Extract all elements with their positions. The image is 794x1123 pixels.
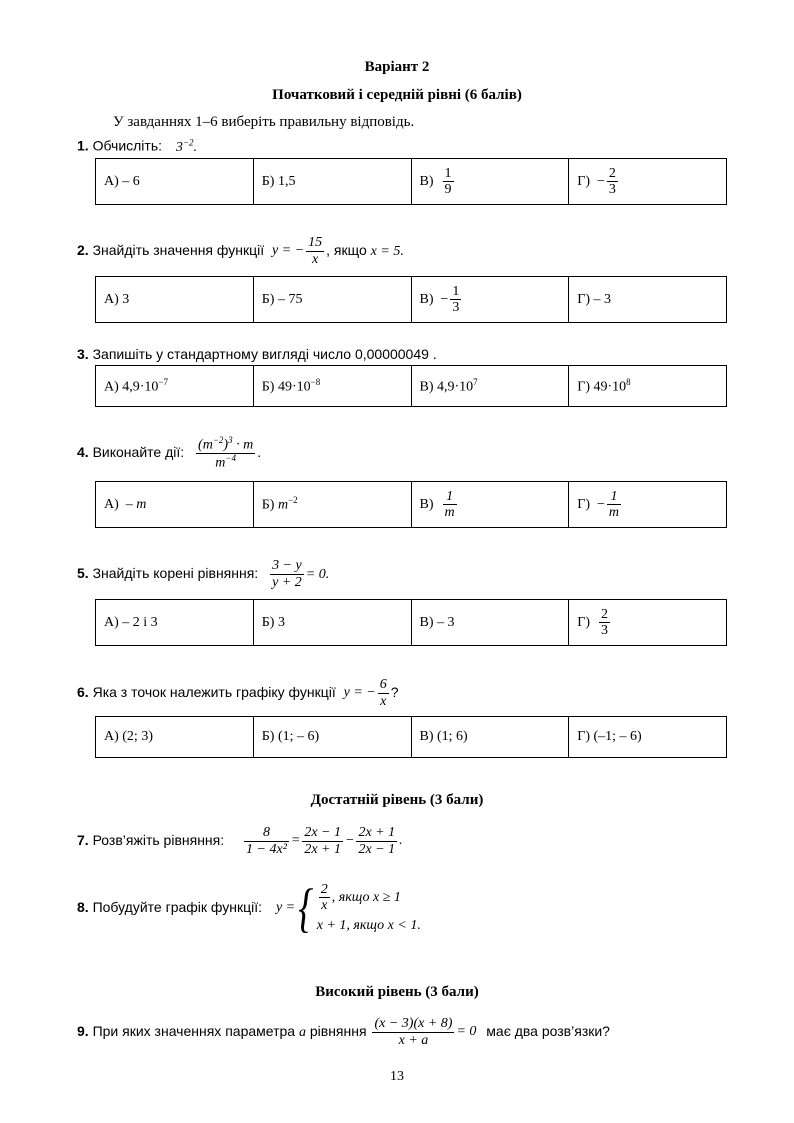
equation: $\frac{(x - 3)(x + 8)}{x + a}$ = 0 bbox=[374, 1016, 477, 1048]
question-text: Побудуйте графік функції: bbox=[92, 899, 263, 915]
answers-table-q6 bbox=[95, 716, 727, 758]
question-expr: $3^{-2}$. bbox=[175, 137, 197, 155]
answer-b[interactable]: Б) $m^{-2}$ bbox=[253, 482, 411, 528]
answer-c[interactable]: В) $\frac{1}{m}$ bbox=[411, 482, 569, 528]
answer-c[interactable]: В) − $\frac{1}{3}$ bbox=[411, 277, 569, 323]
answer-c[interactable]: В) – 3 bbox=[411, 600, 569, 646]
answer-a[interactable]: А) – 2 і 3 bbox=[96, 600, 254, 646]
answers-table-q4 bbox=[95, 481, 727, 528]
answer-d[interactable]: Г) (–1; – 6) bbox=[569, 717, 727, 758]
question-number: 8. bbox=[77, 899, 89, 915]
answer-b[interactable]: Б) 3 bbox=[253, 600, 411, 646]
answers-table-q1 bbox=[95, 158, 727, 205]
question-text: При яких значеннях параметра bbox=[92, 1023, 296, 1039]
question-number: 6. bbox=[77, 684, 89, 700]
question-text: Запишіть у стандартному вигляді число 0,00000049 . bbox=[92, 346, 437, 362]
answer-d[interactable]: Г) − $\frac{1}{m}$ bbox=[569, 482, 727, 528]
page-number: 13 bbox=[390, 1069, 404, 1084]
question-8 bbox=[77, 877, 421, 938]
variant-title: Варіант 2 bbox=[364, 59, 430, 75]
answer-d[interactable]: Г) $\frac{2}{3}$ bbox=[569, 600, 727, 646]
answers-table-q3 bbox=[95, 365, 727, 407]
answer-a[interactable]: А) – 6 bbox=[96, 159, 254, 205]
answer-b[interactable]: Б) (1; – 6) bbox=[253, 717, 411, 758]
function-expr: y = − $\frac{15}{x}$ bbox=[272, 235, 323, 267]
level-2-heading: Достатній рівень (3 бали) bbox=[310, 792, 484, 808]
question-7 bbox=[77, 818, 403, 863]
answer-a[interactable]: А) (2; 3) bbox=[96, 717, 254, 758]
question-text: Виконайте дії: bbox=[92, 444, 185, 460]
answer-a[interactable]: А) 3 bbox=[96, 277, 254, 323]
answer-a[interactable]: А) $4,9\cdot 10^{-7}$ bbox=[96, 366, 254, 407]
question-2: 2. Знайдіть значення функції y = − $\frac{15}{x}$ , якщо x = 5. bbox=[77, 230, 404, 272]
question-9: 9. При яких значеннях параметра a рівняння $\frac{(x - 3)(x + 8)}{x + a}$ = 0 має два розв’язки? bbox=[77, 1008, 610, 1056]
question-number: 5. bbox=[77, 565, 89, 581]
answer-b[interactable]: Б) – 75 bbox=[253, 277, 411, 323]
question-6: 6. Яка з точок належить графіку функції y = − $\frac{6}{x}$ ? bbox=[77, 672, 399, 713]
answer-c[interactable]: В) $4,9\cdot 10^7$ bbox=[411, 366, 569, 407]
answer-d[interactable]: Г) – 3 bbox=[569, 277, 727, 323]
question-number: 3. bbox=[77, 346, 89, 362]
answers-table-q5 bbox=[95, 599, 727, 646]
answers-table-q2 bbox=[95, 276, 727, 323]
question-text: Знайдіть корені рівняння: bbox=[92, 565, 259, 581]
instruction-text: У завданнях 1–6 виберіть правильну відповідь. bbox=[113, 114, 415, 130]
brace-icon: { bbox=[298, 878, 314, 939]
answer-c[interactable]: В) $\frac{1}{9}$ bbox=[411, 159, 569, 205]
level-3-heading: Високий рівень (3 бали) bbox=[315, 984, 479, 1000]
question-text: Обчисліть: bbox=[92, 137, 163, 154]
answer-b[interactable]: Б) 1,5 bbox=[253, 159, 411, 205]
answer-a[interactable]: А) – m bbox=[96, 482, 254, 528]
question-number: 9. bbox=[77, 1023, 89, 1039]
question-number: 7. bbox=[77, 832, 89, 848]
question-text: Розв’яжіть рівняння: bbox=[92, 832, 225, 848]
question-3 bbox=[77, 346, 437, 362]
answer-d[interactable]: Г) − $\frac{2}{3}$ bbox=[569, 159, 727, 205]
expression-fraction: $\frac{(m^{-2})^3 \cdot m}{m^{-4}}$ bbox=[198, 434, 254, 471]
equation-fraction: $\frac{3 - y}{y + 2}$ bbox=[272, 558, 302, 590]
question-number: 4. bbox=[77, 444, 89, 460]
answer-c[interactable]: В) (1; 6) bbox=[411, 717, 569, 758]
question-text: Яка з точок належить графіку функції bbox=[92, 684, 336, 700]
question-1 bbox=[77, 137, 197, 156]
equation: $\frac{8}{\text{1 − 4x²}}$ = $\frac{2x - 1}{2x + 1}$ − $\frac{2x + 1}{2x - 1}$ . bbox=[246, 825, 403, 857]
piecewise-function: y ={ $\frac{2}{x}$ , якщо x ≥ 1 x + 1, якщо x < 1. bbox=[275, 878, 421, 939]
question-number: 1. bbox=[77, 137, 89, 154]
question-4: 4. Виконайте дії: $\frac{(m^{-2})^3 \cdot m}{m^{-4}}$ . bbox=[77, 434, 262, 471]
answer-d[interactable]: Г) $49\cdot 10^8$ bbox=[569, 366, 727, 407]
question-number: 2. bbox=[77, 242, 89, 258]
function-expr: y = − $\frac{6}{x}$ bbox=[343, 677, 387, 709]
question-text: Знайдіть значення функції bbox=[92, 242, 265, 258]
answer-b[interactable]: Б) $49\cdot 10^{-8}$ bbox=[253, 366, 411, 407]
question-5: 5. Знайдіть корені рівняння: $\frac{3 - y}{y + 2}$ = 0. bbox=[77, 558, 330, 590]
level-1-heading: Початковий і середній рівні (6 балів) bbox=[272, 87, 522, 103]
